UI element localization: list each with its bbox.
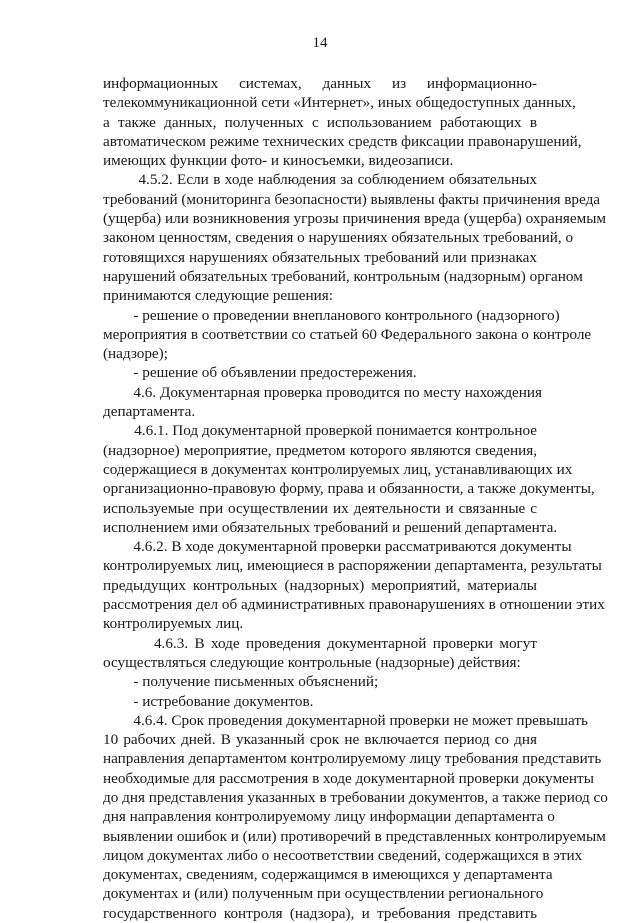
- text-line: документах, сведениям, содержащимся в имеющихся у департамента: [103, 866, 553, 884]
- document-body: [103, 74, 608, 923]
- text-line: готовящихся нарушениях обязательных требований или признаках: [103, 248, 537, 266]
- text-line: телекоммуникационной сети «Интернет», иных общедоступных данных,: [103, 94, 576, 112]
- text-line: департамента.: [103, 403, 196, 421]
- text-line: 4.6. Документарная проверка проводится по месту нахождения: [103, 383, 543, 401]
- text-line: контролируемых лиц, имеющиеся в распоряжении департамента, результаты: [103, 557, 602, 575]
- text-line: до дня представления указанных в требовании документов, а также период со: [103, 788, 608, 806]
- text-line: выявлении ошибок и (или) противоречий в представленных контролируемым: [103, 827, 606, 845]
- text-line: 4.6.3. В ходе проведения документарной проверки могут: [103, 634, 537, 652]
- text-line: используемые при осуществлении их деятельности и связанные с: [103, 499, 537, 517]
- text-line: а также данных, полученных с использованием работающих в: [103, 113, 537, 131]
- text-line: автоматическом режиме технических средств фиксации правонарушений,: [103, 132, 582, 150]
- text-line: имеющих функции фото- и киносъемки, видеозаписи.: [103, 152, 454, 170]
- text-line: документах и (или) полученным при осуществлении регионального: [103, 885, 544, 903]
- text-line: - решение о проведении внепланового контрольного (надзорного): [103, 306, 560, 324]
- text-line: дня направления контролируемому лицу информации департамента о: [103, 808, 555, 826]
- text-line: государственного контроля (надзора), и требования представить: [103, 904, 537, 922]
- text-line: осуществляться следующие контрольные (надзорные) действия:: [103, 653, 521, 671]
- page-number: 14: [312, 35, 328, 51]
- text-line: рассмотрения дел об административных правонарушениях в отношении этих: [103, 596, 605, 614]
- text-line: - получение письменных объяснений;: [103, 673, 379, 691]
- text-line: 4.6.1. Под документарной проверкой понимается контрольное: [103, 422, 537, 440]
- text-line: мероприятия в соответствии со статьей 60 Федерального закона о контроле: [103, 325, 592, 343]
- text-line: контролируемых лиц.: [103, 615, 244, 633]
- text-line: 4.5.2. Если в ходе наблюдения за соблюдением обязательных: [103, 171, 537, 189]
- text-line: 10 рабочих дней. В указанный срок не включается период со дня: [103, 731, 537, 749]
- text-line: 4.6.4. Срок проведения документарной проверки не может превышать: [103, 711, 588, 729]
- text-line: лицом документах либо о несоответствии сведений, содержащихся в этих: [103, 846, 583, 864]
- text-line: содержащиеся в документах контролируемых лиц, устанавливающих их: [103, 460, 573, 478]
- text-line: исполнением ими обязательных требований и решений департамента.: [103, 518, 558, 536]
- text-line: принимаются следующие решения:: [103, 287, 333, 305]
- text-line: информационных системах, данных из информационно-: [103, 75, 537, 92]
- text-line: (ущерба) или возникновения угрозы причинения вреда (ущерба) охраняемым: [103, 210, 607, 228]
- text-line: организационно-правовую форму, права и обязанности, а также документы,: [103, 480, 595, 498]
- text-line: законом ценностям, сведения о нарушениях обязательных требований, о: [103, 229, 574, 247]
- text-line: необходимые для рассмотрения в ходе документарной проверки документы: [103, 769, 594, 787]
- text-line: предыдущих контрольных (надзорных) мероприятий, материалы: [103, 576, 537, 594]
- text-line: направления департаментом контролируемому лицу требования представить: [103, 750, 602, 768]
- text-line: (надзоре);: [103, 345, 168, 363]
- text-line: - решение об объявлении предостережения.: [103, 364, 417, 382]
- text-line: требований (мониторинга безопасности) выявлены факты причинения вреда: [103, 190, 601, 208]
- text-line: 4.6.2. В ходе документарной проверки рассматриваются документы: [103, 538, 572, 556]
- text-line: (надзорное) мероприятие, предметом которого являются сведения,: [103, 441, 537, 459]
- text-line: - истребование документов.: [103, 692, 314, 710]
- text-line: нарушений обязательных требований, контрольным (надзорным) органом: [103, 267, 583, 285]
